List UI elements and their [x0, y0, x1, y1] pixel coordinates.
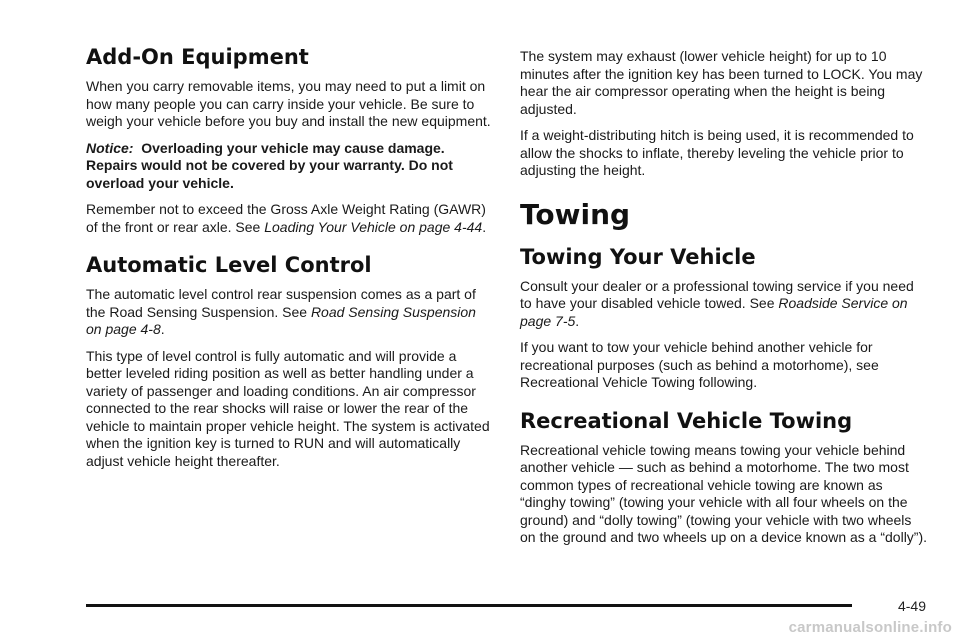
paragraph-alc-2: This type of level control is fully automatic and will provide a better leveled riding position as well as better handling under a variety of passenger and loading conditions. An air compressor connected to the rear shocks will raise or lower the rear of the vehicle to maintain proper vehicle height. The system is activated when the ignition key is turned to RUN and will automatically adjust vehicle height thereafter. — [86, 347, 490, 469]
gawr-period: . — [482, 218, 487, 235]
heading-towing-your-vehicle: Towing Your Vehicle — [520, 244, 756, 269]
paragraph-exhaust: The system may exhaust (lower vehicle height) for up to 10 minutes after the ignition key has been turned to LOCK. You may hear the air compressor operating when the height is being adjusted. — [520, 48, 923, 117]
left-column — [86, 44, 494, 479]
page-number: 4-49 — [897, 598, 926, 614]
tyv-text: Consult your dealer or a professional towing service if you need to have your disabled vehicle towed. See — [520, 277, 914, 311]
gawr-text: Remember not to exceed the Gross Axle Weight Rating (GAWR) of the front or rear axle. See — [86, 201, 486, 235]
paragraph-rvt: Recreational vehicle towing means towing your vehicle behind another vehicle — such as behind a motorhome. The two most common types of recreational vehicle towing are known as “dinghy towing” (towing your vehicle with all four wheels on the ground) and “dolly towing” (towing your vehicle with two wheels on the ground and two wheels up on a device known as a “dolly”). — [520, 441, 928, 545]
gawr-reference: Loading Your Vehicle on page 4-44 — [264, 218, 483, 235]
watermark: carmanualsonline.info — [788, 619, 952, 636]
tyv-period: . — [575, 312, 580, 329]
notice-paragraph — [86, 140, 494, 193]
alc-text: The automatic level control rear suspension comes as a part of the Road Sensing Suspension. See — [86, 286, 476, 320]
paragraph-tyv-1 — [520, 278, 928, 331]
paragraph-alc-1 — [86, 286, 494, 339]
paragraph-hitch: If a weight-distributing hitch is being used, it is recommended to allow the shocks to inflate, thereby leveling the vehicle prior to adjusting the height. — [520, 127, 914, 178]
right-column — [520, 48, 928, 556]
heading-recreational-vehicle-towing: Recreational Vehicle Towing — [520, 408, 853, 433]
paragraph-add-on: When you carry removable items, you may need to put a limit on how many people you can carry inside your vehicle. Be sure to weigh your vehicle before you buy and install the new equipment. — [86, 78, 491, 129]
tyv-reference: Roadside Service on page 7-5 — [520, 295, 908, 329]
paragraph-gawr — [86, 201, 494, 236]
heading-towing: Towing — [520, 197, 631, 231]
notice-label: Notice: — [86, 139, 134, 156]
heading-automatic-level-control: Automatic Level Control — [86, 253, 372, 277]
alc-reference: Road Sensing Suspension on page 4-8 — [86, 303, 476, 337]
alc-period: . — [160, 321, 165, 337]
heading-add-on-equipment: Add-On Equipment — [86, 45, 309, 69]
notice-text: Overloading your vehicle may cause damage. Repairs would not be covered by your warranty. Do not overload your vehicle. — [86, 139, 453, 191]
paragraph-tyv-2: If you want to tow your vehicle behind another vehicle for recreational purposes (such as behind a motorhome), see Recreational Vehicle Towing following. — [520, 339, 879, 390]
footer-rule — [86, 604, 852, 607]
